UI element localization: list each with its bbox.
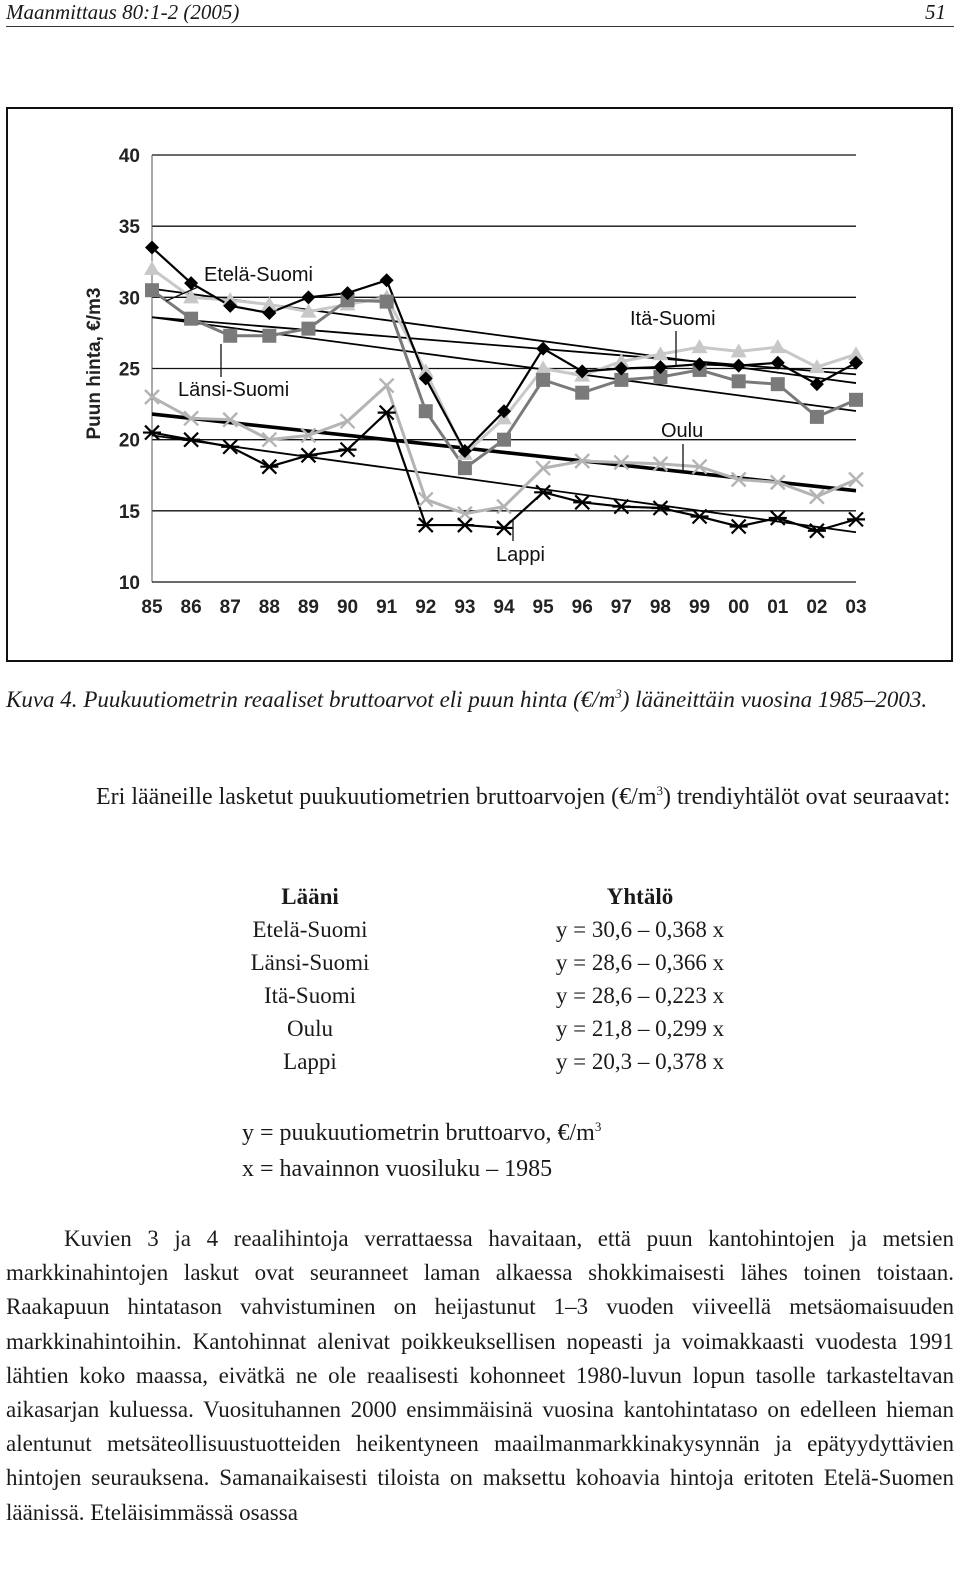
data-point-x (849, 473, 863, 487)
x-tick-label: 92 (415, 597, 437, 618)
data-point-square (732, 374, 746, 388)
data-point-star (456, 518, 474, 532)
row-equation: y = 28,6 – 0,366 x (555, 950, 725, 975)
x-tick-label: 95 (532, 597, 554, 618)
body-paragraph (6, 1222, 954, 1530)
data-point-star (417, 518, 435, 532)
x-tick-label: 85 (141, 597, 163, 618)
equation-row (200, 1045, 760, 1078)
row-equation: y = 30,6 – 0,368 x (555, 917, 725, 942)
data-point-star (534, 485, 552, 499)
y-axis-label: Puun hinta, €/m3 (84, 287, 105, 440)
y-definition-sup: 3 (594, 1119, 602, 1134)
data-point-square (575, 386, 589, 400)
data-point-x (341, 414, 355, 428)
intro-text: Eri lääneille lasketut puukuutiometrien bruttoarvojen (€/m (96, 784, 657, 810)
data-point-square (145, 283, 159, 297)
data-point-square (262, 329, 276, 343)
y-tick-label: 15 (118, 501, 140, 523)
data-point-diamond (732, 359, 746, 373)
body-text: Kuvien 3 ja 4 reaalihintoja verrattaessa havaitaan, että puun kantohintojen ja metsien markkinahintojen laskut ovat seuranneet laman alkaessa shokkimaisesti lähes toinen toistaan. Raakapuun hintatason vahvistuminen on heijastunut 1–3 vuoden viiveellä metsäomaisuuden markkinahintoihin. Kantohinnat alenivat poikkeuksellisen nopeasti ja voimakkaasti vuodesta 1991 lähtien koko maassa, eivätkä ne ole reaalisesti kohonneet 1980-luvun lopun tasolle tarkasteltavan aikasarjan kuluessa. Vuosituhannen 2000 ensimmäisinä vuosina kantohintataso on edelleen hieman alentunut metsäteollisuustuotteiden heikentyneen maailmanmarkkinakysynnän ja epätyydyttävien hintojen seurauksena. Samanaikaisesti tiloista on maksettu kohoavia hintoja eritoten Etelä-Suomen läänissä. Eteläisimmässä osassa (6, 1226, 954, 1525)
x-tick-label: 91 (376, 597, 398, 618)
caption-sup: 3 (615, 686, 622, 701)
x-tick-label: 88 (258, 597, 280, 618)
data-point-x (380, 379, 394, 393)
data-point-square (419, 404, 433, 418)
data-point-triangle (692, 339, 708, 353)
row-region: Etelä-Suomi (252, 917, 368, 942)
data-point-square (771, 377, 785, 391)
x-tick-label: 89 (297, 597, 320, 618)
intro-text-after: ) trendiyhtälöt ovat seuraavat: (663, 784, 951, 810)
row-region: Lappi (283, 1049, 337, 1074)
equation-row (200, 946, 760, 979)
data-point-square (458, 461, 472, 475)
figure-frame (6, 107, 953, 662)
caption-text: Puukuutiometrin reaaliset bruttoarvot eli puun hinta (€/m (83, 687, 616, 712)
y-definition-text: y = puukuutiometrin bruttoarvo, €/m (242, 1120, 595, 1146)
data-point-diamond (536, 342, 550, 356)
journal-title: Maanmittaus 80:1-2 (2005) (6, 0, 240, 24)
intro-paragraph (6, 780, 954, 814)
data-point-star (260, 460, 278, 474)
data-point-square (497, 433, 511, 447)
data-point-star (221, 440, 239, 454)
data-point-star (378, 406, 396, 420)
series-line (152, 413, 856, 531)
y-tick-label: 25 (118, 359, 140, 381)
trendline (152, 435, 856, 532)
row-equation: y = 28,6 – 0,223 x (555, 983, 725, 1008)
data-point-square (184, 312, 198, 326)
header-region: Lääni (281, 884, 339, 909)
x-definition: x = havainnon vuosiluku – 1985 (242, 1156, 553, 1182)
equation-table-header (200, 880, 760, 913)
data-point-x (810, 490, 824, 504)
data-point-x (419, 492, 433, 506)
data-point-square (223, 329, 237, 343)
variable-definitions (242, 1115, 601, 1187)
caption-text-after: ) lääneittäin vuosina 1985–2003. (621, 687, 928, 712)
data-point-triangle (770, 339, 786, 353)
equation-row (200, 913, 760, 946)
data-point-star (769, 511, 787, 525)
data-point-square (536, 373, 550, 387)
data-point-triangle (535, 361, 551, 375)
page-number: 51 (925, 0, 946, 24)
data-point-triangle (144, 261, 160, 275)
data-point-star (182, 433, 200, 447)
row-equation: y = 21,8 – 0,299 x (555, 1016, 725, 1041)
data-point-star (730, 519, 748, 533)
y-tick-label: 20 (118, 430, 140, 452)
data-point-star (651, 501, 669, 515)
x-tick-label: 00 (728, 597, 750, 618)
data-point-square (301, 322, 315, 336)
header-equation: Yhtälö (606, 884, 674, 909)
data-point-star (495, 521, 513, 535)
series-annotation: Itä-Suomi (630, 308, 716, 330)
data-point-star (339, 443, 357, 457)
row-region: Länsi-Suomi (250, 950, 370, 975)
x-tick-label: 03 (845, 597, 867, 618)
intro-sup: 3 (656, 783, 664, 798)
data-point-diamond (301, 290, 315, 304)
data-point-square (849, 393, 863, 407)
price-chart (8, 109, 951, 660)
row-region: Itä-Suomi (264, 983, 356, 1008)
data-point-diamond (380, 273, 394, 287)
data-point-star (847, 512, 865, 526)
x-tick-label: 99 (688, 597, 711, 618)
y-tick-label: 35 (118, 217, 140, 239)
x-tick-label: 96 (571, 597, 593, 618)
data-point-star (573, 495, 591, 509)
equation-table (200, 880, 760, 1078)
equation-row (200, 1012, 760, 1045)
y-tick-label: 30 (118, 288, 140, 310)
row-region: Oulu (287, 1016, 333, 1041)
figure-caption (6, 685, 954, 715)
x-tick-label: 01 (767, 597, 789, 618)
x-tick-label: 94 (493, 597, 515, 618)
x-tick-label: 98 (649, 597, 672, 618)
series-annotation: Oulu (661, 420, 704, 442)
equation-row (200, 979, 760, 1012)
x-tick-label: 87 (219, 597, 241, 618)
data-point-square (380, 295, 394, 309)
series-annotation: Lappi (496, 544, 545, 566)
y-tick-label: 10 (118, 573, 140, 594)
data-point-square (810, 410, 824, 424)
y-definition (242, 1115, 601, 1151)
row-equation: y = 20,3 – 0,378 x (555, 1049, 725, 1074)
data-point-star (808, 524, 826, 538)
x-tick-label: 97 (610, 597, 632, 618)
series-annotation: Länsi-Suomi (178, 379, 290, 401)
caption-label: Kuva 4. (6, 687, 78, 712)
page-header (6, 0, 954, 27)
x-tick-label: 02 (806, 597, 828, 618)
y-tick-label: 40 (118, 146, 140, 167)
x-tick-label: 86 (180, 597, 202, 618)
series-annotation: Etelä-Suomi (204, 264, 313, 286)
x-tick-label: 90 (336, 597, 359, 618)
data-point-star (299, 448, 317, 462)
x-tick-label: 93 (454, 597, 476, 618)
